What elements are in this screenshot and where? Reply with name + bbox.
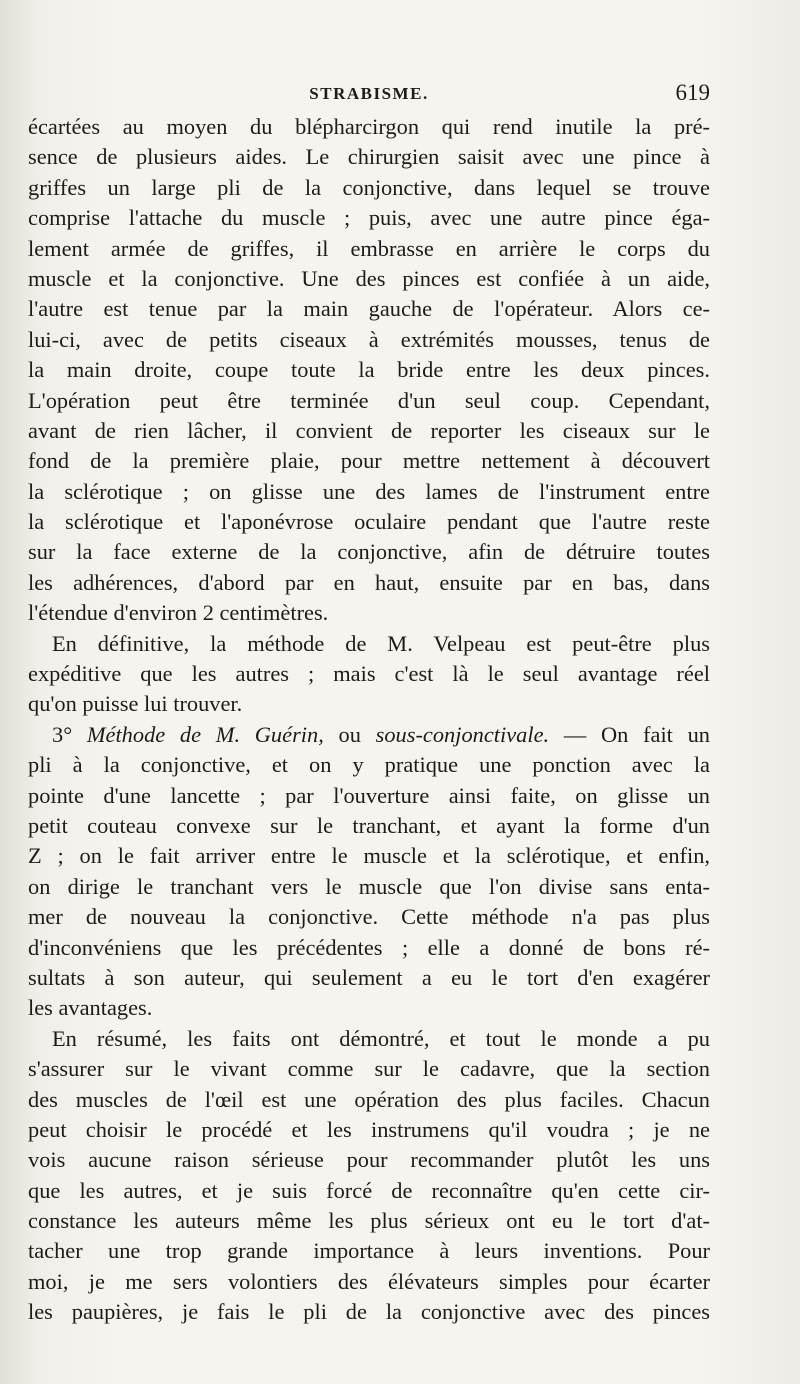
text-line [28,933,710,963]
text-line [28,537,710,567]
text-line [28,811,710,841]
text-line [28,294,710,324]
text-segment: les avantages. [28,995,153,1021]
text-line [28,689,710,719]
text-segment: vois aucune raison sérieuse pour recommander plutôt les uns [28,1147,710,1173]
text-segment: petit couteau convexe sur le tranchant, et ayant la forme d'un [28,812,710,838]
text-segment: sence de plusieurs aides. Le chirurgien saisit avec une pince à [28,144,710,170]
text-segment: écartées au moyen du blépharcirgon qui rend inutile la pré- [28,114,710,139]
text-line [28,416,710,446]
text-line [28,477,710,507]
text-line [28,1085,710,1115]
text-line [28,1297,710,1327]
text-segment: l'autre est tenue par la main gauche de l'opérateur. Alors ce- [28,296,710,322]
text-segment: d'inconvéniens que les précédentes ; elle a donné de bons ré- [28,934,710,960]
text-segment: 3° [52,721,87,747]
text-segment: L'opération peut être terminée d'un seul coup. Cependant, [28,387,710,413]
text-line [28,568,710,598]
text-line [28,446,710,476]
page-number: 619 [675,80,710,105]
text-segment: les paupières, je fais le pli de la conjonctive avec des pinces [28,1299,710,1325]
text-line [28,720,710,750]
text-line [28,112,710,142]
text-line [28,902,710,932]
text-segment: — On fait un [549,721,710,747]
text-segment: constance les auteurs même les plus sérieux ont eu le tort d'at- [28,1208,710,1234]
text-segment: s'assurer sur le vivant comme sur le cadavre, que la section [28,1056,710,1082]
text-segment: l'étendue d'environ 2 centimètres. [28,600,329,626]
text-segment: les adhérences, d'abord par en haut, ensuite par en bas, dans [28,569,710,595]
text-line [28,872,710,902]
text-segment: la sclérotique ; on glisse une des lames de l'instrument entre [28,478,710,504]
body-text [28,112,710,1328]
text-segment: que les autres, et je suis forcé de reconnaître qu'en cette cir- [28,1177,710,1203]
text-line [28,1176,710,1206]
text-line [28,629,710,659]
text-line [28,355,710,385]
text-segment: on dirige le tranchant vers le muscle que l'on divise sans enta- [28,873,710,899]
text-line [28,1115,710,1145]
text-segment: pointe d'une lancette ; par l'ouverture ainsi faite, on glisse un [28,782,710,808]
text-segment: sultats à son auteur, qui seulement a eu le tort d'en exagérer [28,964,710,990]
text-segment: tacher une trop grande importance à leurs inventions. Pour [28,1238,710,1264]
page-header [28,80,710,110]
italic-text: Méthode de M. Guérin, [86,721,324,747]
text-segment: En résumé, les faits ont démontré, et tout le monde a pu [52,1025,710,1051]
text-line [28,386,710,416]
text-line [28,750,710,780]
text-segment: pli à la conjonctive, et on y pratique une ponction avec la [28,752,710,778]
text-line [28,1267,710,1297]
text-segment: des muscles de l'œil est une opération des plus faciles. Chacun [28,1086,710,1112]
text-segment: la main droite, coupe toute la bride entre les deux pinces. [28,357,710,383]
text-line [28,1145,710,1175]
text-segment: muscle et la conjonctive. Une des pinces est confiée à un aide, [28,265,710,291]
running-title: STRABISME. [309,84,429,103]
text-line [28,203,710,233]
text-line [28,963,710,993]
text-segment: moi, je me sers volontiers des élévateurs simples pour écarter [28,1268,710,1294]
italic-text: sous-conjonctivale. [375,721,550,747]
text-line [28,841,710,871]
text-line [28,1054,710,1084]
text-line [28,264,710,294]
text-segment: En définitive, la méthode de M. Velpeau est peut-être plus [52,630,710,656]
text-line [28,993,710,1023]
text-segment: lement armée de griffes, il embrasse en arrière le corps du [28,235,710,261]
text-line [28,1236,710,1266]
text-line [28,659,710,689]
text-segment: avant de rien lâcher, il convient de reporter les ciseaux sur le [28,417,710,443]
text-segment: griffes un large pli de la conjonctive, dans lequel se trouve [28,174,710,200]
text-segment: sur la face externe de la conjonctive, afin de détruire toutes [28,539,710,565]
text-line [28,325,710,355]
text-line [28,173,710,203]
text-segment: peut choisir le procédé et les instrumens qu'il voudra ; je ne [28,1116,710,1142]
text-line [28,507,710,537]
text-segment: expéditive que les autres ; mais c'est là le seul avantage réel [28,661,710,687]
text-segment: la sclérotique et l'aponévrose oculaire pendant que l'autre reste [28,509,710,535]
text-line [28,1206,710,1236]
text-segment: mer de nouveau la conjonctive. Cette méthode n'a pas plus [28,904,710,930]
text-line [28,142,710,172]
text-segment: comprise l'attache du muscle ; puis, avec une autre pince éga- [28,205,710,231]
text-segment: qu'on puisse lui trouver. [28,691,243,717]
text-line [28,598,710,628]
text-segment: lui-ci, avec de petits ciseaux à extrémités mousses, tenus de [28,326,710,352]
text-segment: ou [323,721,376,747]
text-line [28,1024,710,1054]
text-line [28,781,710,811]
text-segment: fond de la première plaie, pour mettre nettement à découvert [28,448,710,474]
text-segment: Z ; on le fait arriver entre le muscle et la sclérotique, et enfin, [28,843,710,869]
text-line [28,234,710,264]
